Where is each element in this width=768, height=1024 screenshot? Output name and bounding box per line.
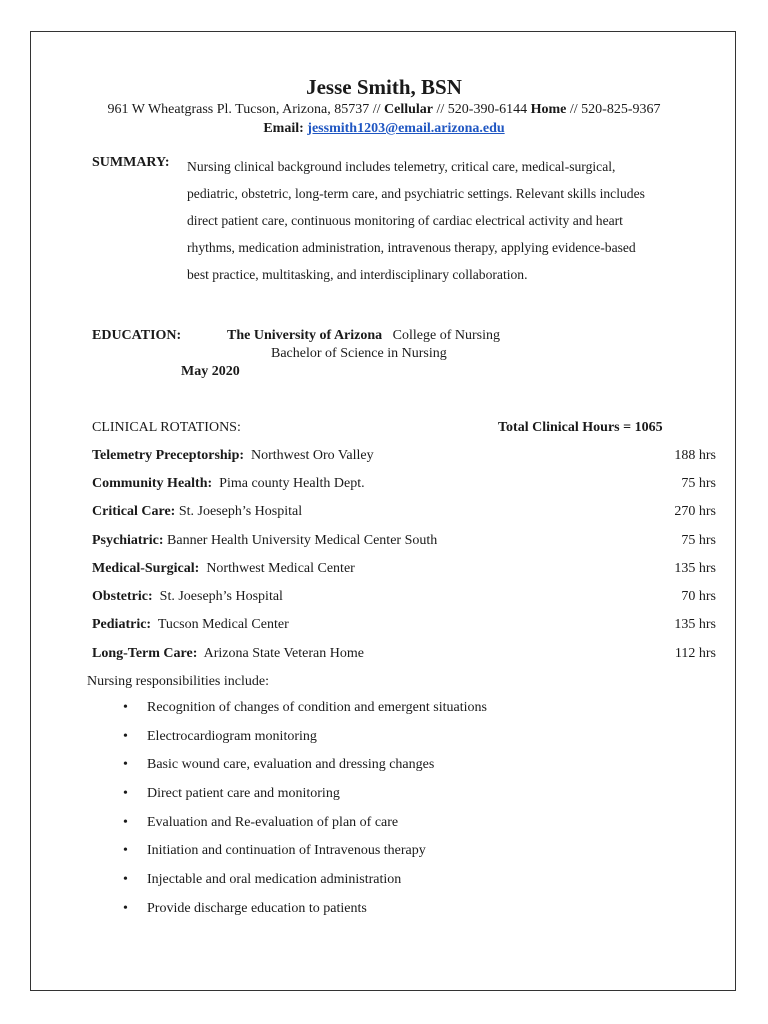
list-item: • Direct patient care and monitoring: [119, 786, 487, 815]
summary-line: Nursing clinical background includes telemetry, critical care, medical-surgical,: [187, 159, 616, 174]
list-item: • Initiation and continuation of Intravenous therapy: [119, 843, 487, 872]
rotation-row: [92, 589, 716, 609]
rotation-label: Long-Term Care:: [92, 646, 198, 661]
rotation-label: Critical Care:: [92, 504, 176, 519]
rotation-site: Tucson Medical Center: [157, 617, 289, 632]
rotation-label: Community Health:: [92, 476, 213, 491]
rotation-hours: 270 hrs: [674, 504, 716, 519]
rotation-label: Telemetry Preceptorship:: [92, 448, 245, 463]
home-label: Home: [530, 102, 567, 117]
email-line: [31, 121, 737, 137]
rotation-row: [92, 476, 716, 496]
rotation-site: Northwest Medical Center: [206, 561, 355, 576]
summary-line: pediatric, obstetric, long-term care, and psychiatric settings. Relevant skills includes: [187, 186, 645, 201]
rotation-hours: 70 hrs: [681, 589, 716, 604]
total-clinical-hours: Total Clinical Hours = 1065: [498, 420, 663, 435]
education-date: May 2020: [181, 364, 240, 379]
list-item: • Injectable and oral medication administration: [119, 872, 487, 901]
summary-line: best practice, multitasking, and interdisciplinary collaboration.: [187, 267, 528, 282]
contact-line: [31, 102, 737, 118]
cellular-label: Cellular: [384, 102, 433, 117]
rotation-hours: 135 hrs: [674, 561, 716, 576]
rotation-hours: 75 hrs: [681, 476, 716, 491]
list-item: • Basic wound care, evaluation and dressing changes: [119, 757, 487, 786]
rotation-site: Northwest Oro Valley: [251, 448, 374, 463]
list-item: • Electrocardiogram monitoring: [119, 729, 487, 758]
education-degree: Bachelor of Science in Nursing: [271, 346, 447, 361]
summary-line: direct patient care, continuous monitoring of cardiac electrical activity and heart: [187, 213, 623, 228]
list-item: • Recognition of changes of condition and emergent situations: [119, 700, 487, 729]
rotation-row: [92, 504, 716, 524]
education-school: The University of Arizona: [227, 328, 383, 343]
rotation-label: Psychiatric:: [92, 533, 164, 548]
applicant-name: Jesse Smith, BSN: [306, 75, 462, 99]
responsibilities-list: [119, 700, 487, 930]
education-college: College of Nursing: [392, 328, 500, 343]
rotation-label: Medical-Surgical:: [92, 561, 200, 576]
rotation-row: [92, 533, 716, 553]
summary-line: rhythms, medication administration, intravenous therapy, applying evidence-based: [187, 240, 636, 255]
rotation-hours: 135 hrs: [674, 617, 716, 632]
rotation-row: [92, 646, 716, 666]
rotation-label: Pediatric:: [92, 617, 152, 632]
rotation-row: [92, 561, 716, 581]
list-item: • Provide discharge education to patients: [119, 901, 487, 930]
address: 961 W Wheatgrass Pl. Tucson, Arizona, 85737 //: [107, 102, 381, 117]
rotation-hours: 188 hrs: [674, 448, 716, 463]
email-label: Email:: [263, 121, 304, 136]
rotation-site: Arizona State Veteran Home: [203, 646, 364, 661]
rotation-site: Banner Health University Medical Center South: [167, 533, 438, 548]
rotation-row: [92, 448, 716, 468]
rotation-hours: 112 hrs: [674, 646, 716, 661]
summary-text: [187, 153, 707, 288]
clinical-heading: CLINICAL ROTATIONS:: [92, 420, 241, 435]
cellular-number: // 520-390-6144: [436, 102, 528, 117]
resume-page: [30, 31, 736, 991]
responsibilities-intro: Nursing responsibilities include:: [87, 674, 269, 689]
rotation-site: Pima county Health Dept.: [219, 476, 365, 491]
education-heading: EDUCATION:: [92, 328, 182, 343]
rotation-site: St. Joeseph’s Hospital: [159, 589, 283, 604]
rotation-label: Obstetric:: [92, 589, 153, 604]
list-item: • Evaluation and Re-evaluation of plan of care: [119, 815, 487, 844]
email-link[interactable]: jessmith1203@email.arizona.edu: [307, 121, 505, 136]
rotation-hours: 75 hrs: [681, 533, 716, 548]
rotation-site: St. Joeseph’s Hospital: [178, 504, 303, 519]
rotation-row: [92, 617, 716, 637]
home-number: // 520-825-9367: [569, 102, 661, 117]
education-school-line: [227, 328, 500, 344]
summary-heading: SUMMARY:: [92, 155, 170, 170]
